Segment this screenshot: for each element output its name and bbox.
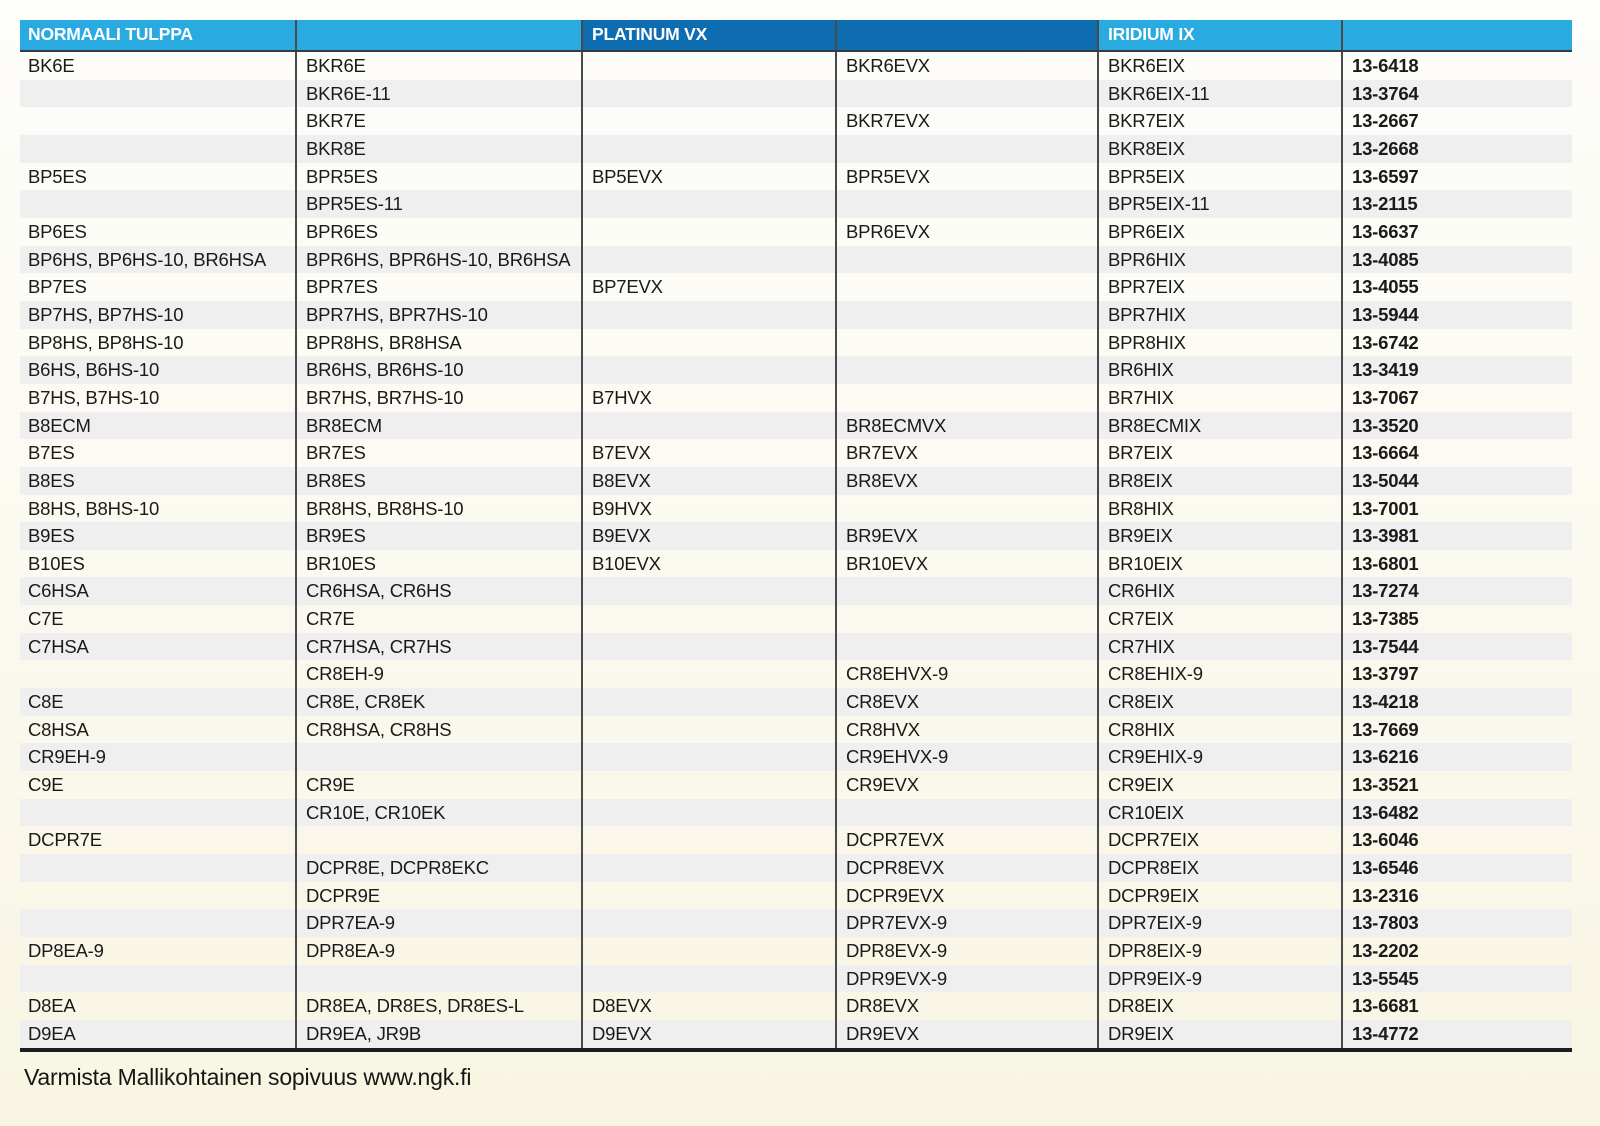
cell-platinum-vx-alt: CR8EVX xyxy=(835,688,1097,716)
cell-iridium-ix: DPR7EIX-9 xyxy=(1097,909,1341,937)
cell-normal-plug: D8EA xyxy=(28,995,76,1017)
cell-part-number: 13-7001 xyxy=(1341,495,1572,523)
cell-part-number: 13-6546 xyxy=(1341,854,1572,882)
cell-part-number: 13-4085 xyxy=(1341,246,1572,274)
cell-part-number: 13-5545 xyxy=(1341,965,1572,993)
cell-iridium-ix: BPR5EIX-11 xyxy=(1097,190,1341,218)
table-row xyxy=(20,743,1572,771)
cell-normal-plug-alt: DPR8EA-9 xyxy=(295,937,581,965)
cell-part-number: 13-6664 xyxy=(1341,439,1572,467)
cell-part-number: 13-6597 xyxy=(1341,163,1572,191)
cell-iridium-ix: CR7HIX xyxy=(1097,633,1341,661)
cell-normal-plug-alt: CR7E xyxy=(295,605,581,633)
table-row xyxy=(20,135,1572,163)
cell-part-number: 13-3520 xyxy=(1341,412,1572,440)
footer-note: Varmista Mallikohtainen sopivuus www.ngk.fi xyxy=(24,1064,472,1090)
cell-platinum-vx xyxy=(581,799,835,827)
table-row xyxy=(20,826,1572,854)
cell-platinum-vx xyxy=(581,882,835,910)
cell-platinum-vx-alt: DR9EVX xyxy=(835,1020,1097,1048)
table-row xyxy=(20,384,1572,412)
cell-platinum-vx-alt: CR8HVX xyxy=(835,716,1097,744)
cell-normal-plug-alt: BR7ES xyxy=(295,439,581,467)
header-normaali-tulppa: NORMAALI TULPPA xyxy=(20,20,295,50)
cell-part-number: 13-3981 xyxy=(1341,522,1572,550)
cell-platinum-vx xyxy=(581,854,835,882)
cell-normal-plug: BP6ES xyxy=(28,220,87,242)
cell-platinum-vx: B10EVX xyxy=(581,550,835,578)
cell-iridium-ix: CR10EIX xyxy=(1097,799,1341,827)
cell-iridium-ix: BKR8EIX xyxy=(1097,135,1341,163)
cell-normal-plug-alt: BR8HS, BR8HS-10 xyxy=(295,495,581,523)
cell-normal-plug-alt xyxy=(295,826,581,854)
cell-platinum-vx-alt: DCPR7EVX xyxy=(835,826,1097,854)
cell-normal-plug: B8ECM xyxy=(20,412,295,440)
cell-iridium-ix: CR6HIX xyxy=(1097,577,1341,605)
cell-normal-plug-alt: DR9EA, JR9B xyxy=(295,1020,581,1048)
table-row xyxy=(20,522,1572,550)
cell-platinum-vx xyxy=(581,246,835,274)
cell-iridium-ix: BR9EIX xyxy=(1097,522,1341,550)
table-row xyxy=(20,1020,1572,1048)
cell-platinum-vx-alt: BPR5EVX xyxy=(835,163,1097,191)
cell-part-number: 13-7067 xyxy=(1341,384,1572,412)
cell-platinum-vx-alt xyxy=(835,273,1097,301)
cell-platinum-vx-alt: DCPR8EVX xyxy=(835,854,1097,882)
cell-platinum-vx-alt: BR8ECMVX xyxy=(835,412,1097,440)
cell-normal-plug-alt: DPR7EA-9 xyxy=(295,909,581,937)
cell-normal-plug-alt: DCPR8E, DCPR8EKC xyxy=(295,854,581,882)
cell-platinum-vx-alt: CR9EHVX-9 xyxy=(835,743,1097,771)
table-row xyxy=(20,688,1572,716)
cell-part-number: 13-6637 xyxy=(1341,218,1572,246)
table-row xyxy=(20,52,1572,80)
cell-platinum-vx xyxy=(581,965,835,993)
cell-platinum-vx: B9EVX xyxy=(581,522,835,550)
table-row xyxy=(20,273,1572,301)
cell-iridium-ix: CR9EIX xyxy=(1097,771,1341,799)
table-row xyxy=(20,218,1572,246)
cell-normal-plug-alt: BR8ECM xyxy=(295,412,581,440)
table-row xyxy=(20,937,1572,965)
cell-platinum-vx xyxy=(581,107,835,135)
cell-normal-plug: C7HSA xyxy=(20,633,295,661)
cell-platinum-vx-alt: DPR7EVX-9 xyxy=(835,909,1097,937)
cell-platinum-vx-alt xyxy=(835,633,1097,661)
cell-part-number: 13-2202 xyxy=(1341,937,1572,965)
table-row xyxy=(20,329,1572,357)
cell-normal-plug xyxy=(20,660,295,688)
cell-normal-plug: CR9EH-9 xyxy=(20,743,295,771)
table-row xyxy=(20,716,1572,744)
cell-platinum-vx xyxy=(581,577,835,605)
cell-normal-plug: BK6E xyxy=(28,55,75,76)
cell-normal-plug: BP7HS, BP7HS-10 xyxy=(20,301,295,329)
cell-platinum-vx xyxy=(581,80,835,108)
cell-iridium-ix: BKR6EIX-11 xyxy=(1097,80,1341,108)
cell-normal-plug: B6HS, B6HS-10 xyxy=(20,356,295,384)
cell-platinum-vx-alt: BR7EVX xyxy=(835,439,1097,467)
cell-part-number: 13-7669 xyxy=(1341,716,1572,744)
cell-part-number: 13-6742 xyxy=(1341,329,1572,357)
cell-iridium-ix: BR6HIX xyxy=(1097,356,1341,384)
cell-platinum-vx-alt xyxy=(835,135,1097,163)
cell-normal-plug-alt: BPR6HS, BPR6HS-10, BR6HSA xyxy=(295,246,581,274)
cell-part-number: 13-2667 xyxy=(1341,107,1572,135)
cell-iridium-ix: CR7EIX xyxy=(1097,605,1341,633)
cell-normal-plug xyxy=(20,909,295,937)
cell-normal-plug: B10ES xyxy=(28,552,85,574)
table-row xyxy=(20,854,1572,882)
cell-part-number: 13-7385 xyxy=(1341,605,1572,633)
cell-normal-plug-alt: BPR7ES xyxy=(295,273,581,301)
cell-iridium-ix: BR8ECMIX xyxy=(1097,412,1341,440)
cell-platinum-vx xyxy=(581,633,835,661)
cell-part-number: 13-6801 xyxy=(1341,550,1572,578)
cell-iridium-ix: DPR9EIX-9 xyxy=(1097,965,1341,993)
cell-normal-plug-alt: BPR7HS, BPR7HS-10 xyxy=(295,301,581,329)
header-row xyxy=(20,20,1572,52)
cell-part-number: 13-3521 xyxy=(1341,771,1572,799)
cell-iridium-ix: BPR6HIX xyxy=(1097,246,1341,274)
cell-platinum-vx-alt: DPR8EVX-9 xyxy=(835,937,1097,965)
cell-part-number: 13-4055 xyxy=(1341,273,1572,301)
cell-normal-plug: D9EA xyxy=(20,1020,295,1048)
cell-iridium-ix: BPR7HIX xyxy=(1097,301,1341,329)
cell-platinum-vx-alt: CR9EVX xyxy=(835,771,1097,799)
cell-iridium-ix: DCPR9EIX xyxy=(1097,882,1341,910)
cell-normal-plug-alt: CR8EH-9 xyxy=(295,660,581,688)
cell-platinum-vx-alt xyxy=(835,301,1097,329)
cell-normal-plug-alt: BKR8E xyxy=(295,135,581,163)
cell-iridium-ix: BPR6EIX xyxy=(1097,218,1341,246)
cell-normal-plug: C7E xyxy=(28,608,64,630)
table-row xyxy=(20,992,1572,1020)
cell-iridium-ix: BPR5EIX xyxy=(1097,163,1341,191)
cell-normal-plug: BP5ES xyxy=(28,165,87,187)
cell-platinum-vx xyxy=(581,135,835,163)
table-row xyxy=(20,163,1572,191)
cell-part-number: 13-3419 xyxy=(1341,356,1572,384)
table-row xyxy=(20,246,1572,274)
cell-normal-plug: B7ES xyxy=(28,442,75,464)
table-row xyxy=(20,107,1572,135)
header-platinum-vx: PLATINUM VX xyxy=(581,20,835,50)
spark-plug-cross-reference-table xyxy=(20,20,1572,1052)
cell-part-number: 13-2115 xyxy=(1341,190,1572,218)
table-row xyxy=(20,799,1572,827)
cell-normal-plug: B8ES xyxy=(20,467,295,495)
table-row xyxy=(20,577,1572,605)
cell-normal-plug xyxy=(20,965,295,993)
cell-normal-plug xyxy=(20,882,295,910)
cell-platinum-vx-alt: BR10EVX xyxy=(835,550,1097,578)
cell-platinum-vx xyxy=(581,743,835,771)
cell-normal-plug xyxy=(20,854,295,882)
cell-normal-plug-alt: BR6HS, BR6HS-10 xyxy=(295,356,581,384)
cell-platinum-vx-alt xyxy=(835,605,1097,633)
cell-platinum-vx-alt xyxy=(835,246,1097,274)
cell-iridium-ix: CR8EIX xyxy=(1097,688,1341,716)
cell-part-number: 13-7274 xyxy=(1341,577,1572,605)
cell-platinum-vx-alt: DCPR9EVX xyxy=(835,882,1097,910)
cell-platinum-vx-alt: BR9EVX xyxy=(835,522,1097,550)
cell-platinum-vx-alt xyxy=(835,799,1097,827)
cell-normal-plug xyxy=(20,135,295,163)
cell-normal-plug-alt: BPR6ES xyxy=(295,218,581,246)
cell-platinum-vx xyxy=(581,605,835,633)
cell-part-number: 13-2316 xyxy=(1341,882,1572,910)
cell-iridium-ix: BPR7EIX xyxy=(1097,273,1341,301)
table-row xyxy=(20,467,1572,495)
header-iridium-ix: IRIDIUM IX xyxy=(1097,20,1341,50)
cell-platinum-vx xyxy=(581,218,835,246)
cell-platinum-vx-alt: BPR6EVX xyxy=(835,218,1097,246)
cell-normal-plug: C8E xyxy=(20,688,295,716)
cell-part-number: 13-3797 xyxy=(1341,660,1572,688)
cell-platinum-vx xyxy=(581,356,835,384)
cell-normal-plug: C6HSA xyxy=(20,577,295,605)
cell-normal-plug-alt: BR8ES xyxy=(295,467,581,495)
cell-platinum-vx: B7HVX xyxy=(581,384,835,412)
cell-normal-plug xyxy=(20,190,295,218)
cell-normal-plug-alt: DR8EA, DR8ES, DR8ES-L xyxy=(295,992,581,1020)
cell-normal-plug-alt: CR9E xyxy=(295,771,581,799)
table-row xyxy=(20,633,1572,661)
cell-part-number: 13-7803 xyxy=(1341,909,1572,937)
cell-platinum-vx-alt xyxy=(835,329,1097,357)
cell-iridium-ix: DR8EIX xyxy=(1097,992,1341,1020)
cell-platinum-vx-alt xyxy=(835,384,1097,412)
cell-iridium-ix: DCPR7EIX xyxy=(1097,826,1341,854)
cell-normal-plug-alt: BKR7E xyxy=(295,107,581,135)
table-row xyxy=(20,80,1572,108)
cell-iridium-ix: CR8HIX xyxy=(1097,716,1341,744)
cell-platinum-vx: B7EVX xyxy=(581,439,835,467)
table-row xyxy=(20,412,1572,440)
cell-platinum-vx: BP7EVX xyxy=(581,273,835,301)
cell-platinum-vx xyxy=(581,937,835,965)
table-row xyxy=(20,771,1572,799)
table-row xyxy=(20,550,1572,578)
table-row xyxy=(20,439,1572,467)
cell-platinum-vx: B8EVX xyxy=(581,467,835,495)
cell-platinum-vx xyxy=(581,301,835,329)
cell-normal-plug-alt: BKR6E-11 xyxy=(295,80,581,108)
table-row xyxy=(20,909,1572,937)
cell-platinum-vx-alt: DR8EVX xyxy=(835,992,1097,1020)
cell-normal-plug xyxy=(20,799,295,827)
cell-iridium-ix: BKR7EIX xyxy=(1097,107,1341,135)
cell-normal-plug: B9ES xyxy=(20,522,295,550)
cell-platinum-vx-alt xyxy=(835,80,1097,108)
cell-part-number: 13-7544 xyxy=(1341,633,1572,661)
cell-platinum-vx-alt: CR8EHVX-9 xyxy=(835,660,1097,688)
table-row xyxy=(20,882,1572,910)
cell-normal-plug: BP8HS, BP8HS-10 xyxy=(28,331,184,353)
cell-part-number: 13-5944 xyxy=(1341,301,1572,329)
cell-platinum-vx: D8EVX xyxy=(581,992,835,1020)
cell-platinum-vx xyxy=(581,771,835,799)
cell-platinum-vx-alt: BKR6EVX xyxy=(835,52,1097,80)
cell-platinum-vx-alt: DPR9EVX-9 xyxy=(835,965,1097,993)
cell-part-number: 13-4772 xyxy=(1341,1020,1572,1048)
cell-iridium-ix: BPR8HIX xyxy=(1097,329,1341,357)
cell-iridium-ix: CR8EHIX-9 xyxy=(1097,660,1341,688)
cell-normal-plug-alt: BR7HS, BR7HS-10 xyxy=(295,384,581,412)
cell-normal-plug-alt: BKR6E xyxy=(295,52,581,80)
cell-normal-plug-alt: CR6HSA, CR6HS xyxy=(295,577,581,605)
table-row xyxy=(20,495,1572,523)
table-row xyxy=(20,356,1572,384)
cell-iridium-ix: BKR6EIX xyxy=(1097,52,1341,80)
cell-normal-plug-alt: BPR5ES xyxy=(295,163,581,191)
cell-iridium-ix: BR10EIX xyxy=(1097,550,1341,578)
cell-platinum-vx xyxy=(581,52,835,80)
cell-platinum-vx-alt: BKR7EVX xyxy=(835,107,1097,135)
cell-iridium-ix: CR9EHIX-9 xyxy=(1097,743,1341,771)
cell-platinum-vx xyxy=(581,190,835,218)
cell-part-number: 13-6482 xyxy=(1341,799,1572,827)
cell-iridium-ix: BR8EIX xyxy=(1097,467,1341,495)
cell-normal-plug-alt: CR8E, CR8EK xyxy=(295,688,581,716)
cell-platinum-vx: D9EVX xyxy=(581,1020,835,1048)
cell-normal-plug: DP8EA-9 xyxy=(28,940,104,961)
cell-normal-plug-alt: CR8HSA, CR8HS xyxy=(295,716,581,744)
cell-platinum-vx: B9HVX xyxy=(581,495,835,523)
cell-platinum-vx xyxy=(581,716,835,744)
cell-normal-plug: BP7ES xyxy=(28,276,87,298)
cell-platinum-vx-alt: BR8EVX xyxy=(835,467,1097,495)
cell-normal-plug-alt: BR10ES xyxy=(295,550,581,578)
cell-iridium-ix: DPR8EIX-9 xyxy=(1097,937,1341,965)
cell-part-number: 13-3764 xyxy=(1341,80,1572,108)
table-row xyxy=(20,660,1572,688)
cell-normal-plug-alt xyxy=(295,743,581,771)
cell-part-number: 13-2668 xyxy=(1341,135,1572,163)
cell-part-number: 13-4218 xyxy=(1341,688,1572,716)
cell-part-number: 13-6681 xyxy=(1341,992,1572,1020)
cell-iridium-ix: BR7HIX xyxy=(1097,384,1341,412)
cell-iridium-ix: DR9EIX xyxy=(1097,1020,1341,1048)
cell-normal-plug-alt: CR10E, CR10EK xyxy=(295,799,581,827)
cell-platinum-vx xyxy=(581,329,835,357)
cell-normal-plug: C9E xyxy=(28,774,64,796)
cell-normal-plug: B8HS, B8HS-10 xyxy=(28,497,160,519)
table-row xyxy=(20,190,1572,218)
table-row xyxy=(20,965,1572,993)
cell-platinum-vx: BP5EVX xyxy=(581,163,835,191)
cell-normal-plug xyxy=(20,80,295,108)
cell-platinum-vx xyxy=(581,826,835,854)
cell-normal-plug: DCPR7E xyxy=(28,829,102,851)
header-blank-2 xyxy=(295,20,581,50)
cell-normal-plug: BP6HS, BP6HS-10, BR6HSA xyxy=(20,246,295,274)
table-row xyxy=(20,605,1572,633)
cell-platinum-vx-alt xyxy=(835,577,1097,605)
cell-platinum-vx xyxy=(581,909,835,937)
cell-normal-plug-alt: BR9ES xyxy=(295,522,581,550)
header-blank-6 xyxy=(1341,20,1572,50)
cell-iridium-ix: DCPR8EIX xyxy=(1097,854,1341,882)
cell-normal-plug: C8HSA xyxy=(28,718,89,740)
cell-normal-plug-alt: BPR8HS, BR8HSA xyxy=(295,329,581,357)
cell-platinum-vx xyxy=(581,688,835,716)
cell-platinum-vx-alt xyxy=(835,495,1097,523)
cell-platinum-vx xyxy=(581,412,835,440)
cell-part-number: 13-6418 xyxy=(1341,52,1572,80)
cell-normal-plug-alt: DCPR9E xyxy=(295,882,581,910)
cell-normal-plug-alt: BPR5ES-11 xyxy=(295,190,581,218)
cell-part-number: 13-6216 xyxy=(1341,743,1572,771)
cell-part-number: 13-5044 xyxy=(1341,467,1572,495)
cell-iridium-ix: BR8HIX xyxy=(1097,495,1341,523)
table-row xyxy=(20,301,1572,329)
cell-iridium-ix: BR7EIX xyxy=(1097,439,1341,467)
cell-part-number: 13-6046 xyxy=(1341,826,1572,854)
cell-normal-plug-alt xyxy=(295,965,581,993)
cell-platinum-vx-alt xyxy=(835,190,1097,218)
cell-platinum-vx-alt xyxy=(835,356,1097,384)
cell-normal-plug: B7HS, B7HS-10 xyxy=(28,386,160,408)
cell-normal-plug-alt: CR7HSA, CR7HS xyxy=(295,633,581,661)
cell-normal-plug xyxy=(20,107,295,135)
cell-platinum-vx xyxy=(581,660,835,688)
header-blank-4 xyxy=(835,20,1097,50)
